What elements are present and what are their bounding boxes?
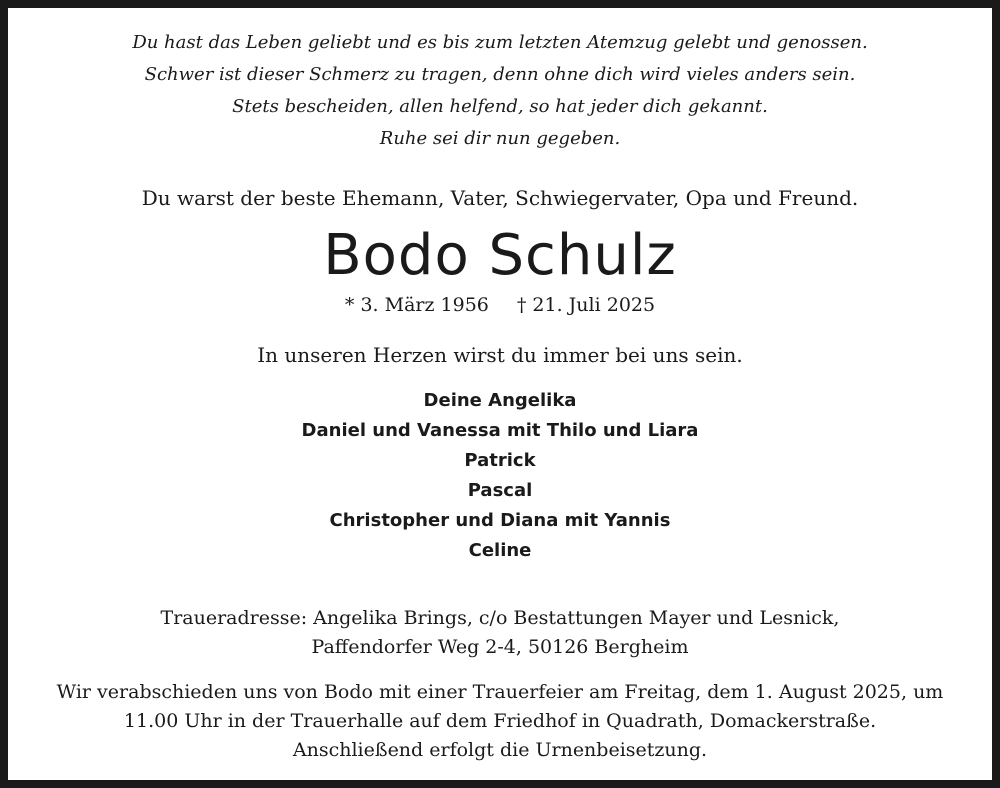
mourner-entry: Deine Angelika [423,390,577,411]
ceremony-info [0,678,1000,765]
mourning-address [0,604,1000,662]
poem-line: Du hast das Leben geliebt und es bis zum letzten Atemzug gelebt und genossen. [132,32,868,53]
address-line: Traueradresse: Angelika Brings, c/o Bestattungen Mayer und Lesnick, [160,607,840,629]
poem [0,27,1000,155]
mourner-entry: Daniel und Vanessa mit Thilo und Liara [301,420,699,441]
mourners-list [0,386,1000,566]
poem-line: Stets bescheiden, allen helfend, so hat jeder dich gekannt. [232,96,768,117]
ceremony-line: Anschließend erfolgt die Urnenbeisetzung. [292,739,708,761]
deceased-name: Bodo Schulz [323,223,677,288]
address-line: Paffendorfer Weg 2-4, 50126 Bergheim [311,636,689,658]
ceremony-line: 11.00 Uhr in der Trauerhalle auf dem Friedhof in Quadrath, Domackerstraße. [123,710,877,732]
ceremony-line: Wir verabschieden uns von Bodo mit einer Trauerfeier am Freitag, dem 1. August 2025, um [56,681,944,703]
poem-line: Schwer ist dieser Schmerz zu tragen, denn ohne dich wird vieles anders sein. [144,64,856,85]
life-dates [0,291,1000,319]
mourner-entry: Pascal [467,480,533,501]
remembrance-line: In unseren Herzen wirst du immer bei uns sein. [257,343,743,367]
poem-line: Ruhe sei dir nun gegeben. [379,128,621,149]
death-date: † 21. Juli 2025 [516,294,656,316]
mourner-entry: Celine [468,540,532,561]
mourner-entry: Patrick [464,450,536,471]
tribute-line: Du warst der beste Ehemann, Vater, Schwiegervater, Opa und Freund. [141,186,859,210]
mourner-entry: Christopher und Diana mit Yannis [329,510,671,531]
birth-date: * 3. März 1956 [344,294,489,316]
